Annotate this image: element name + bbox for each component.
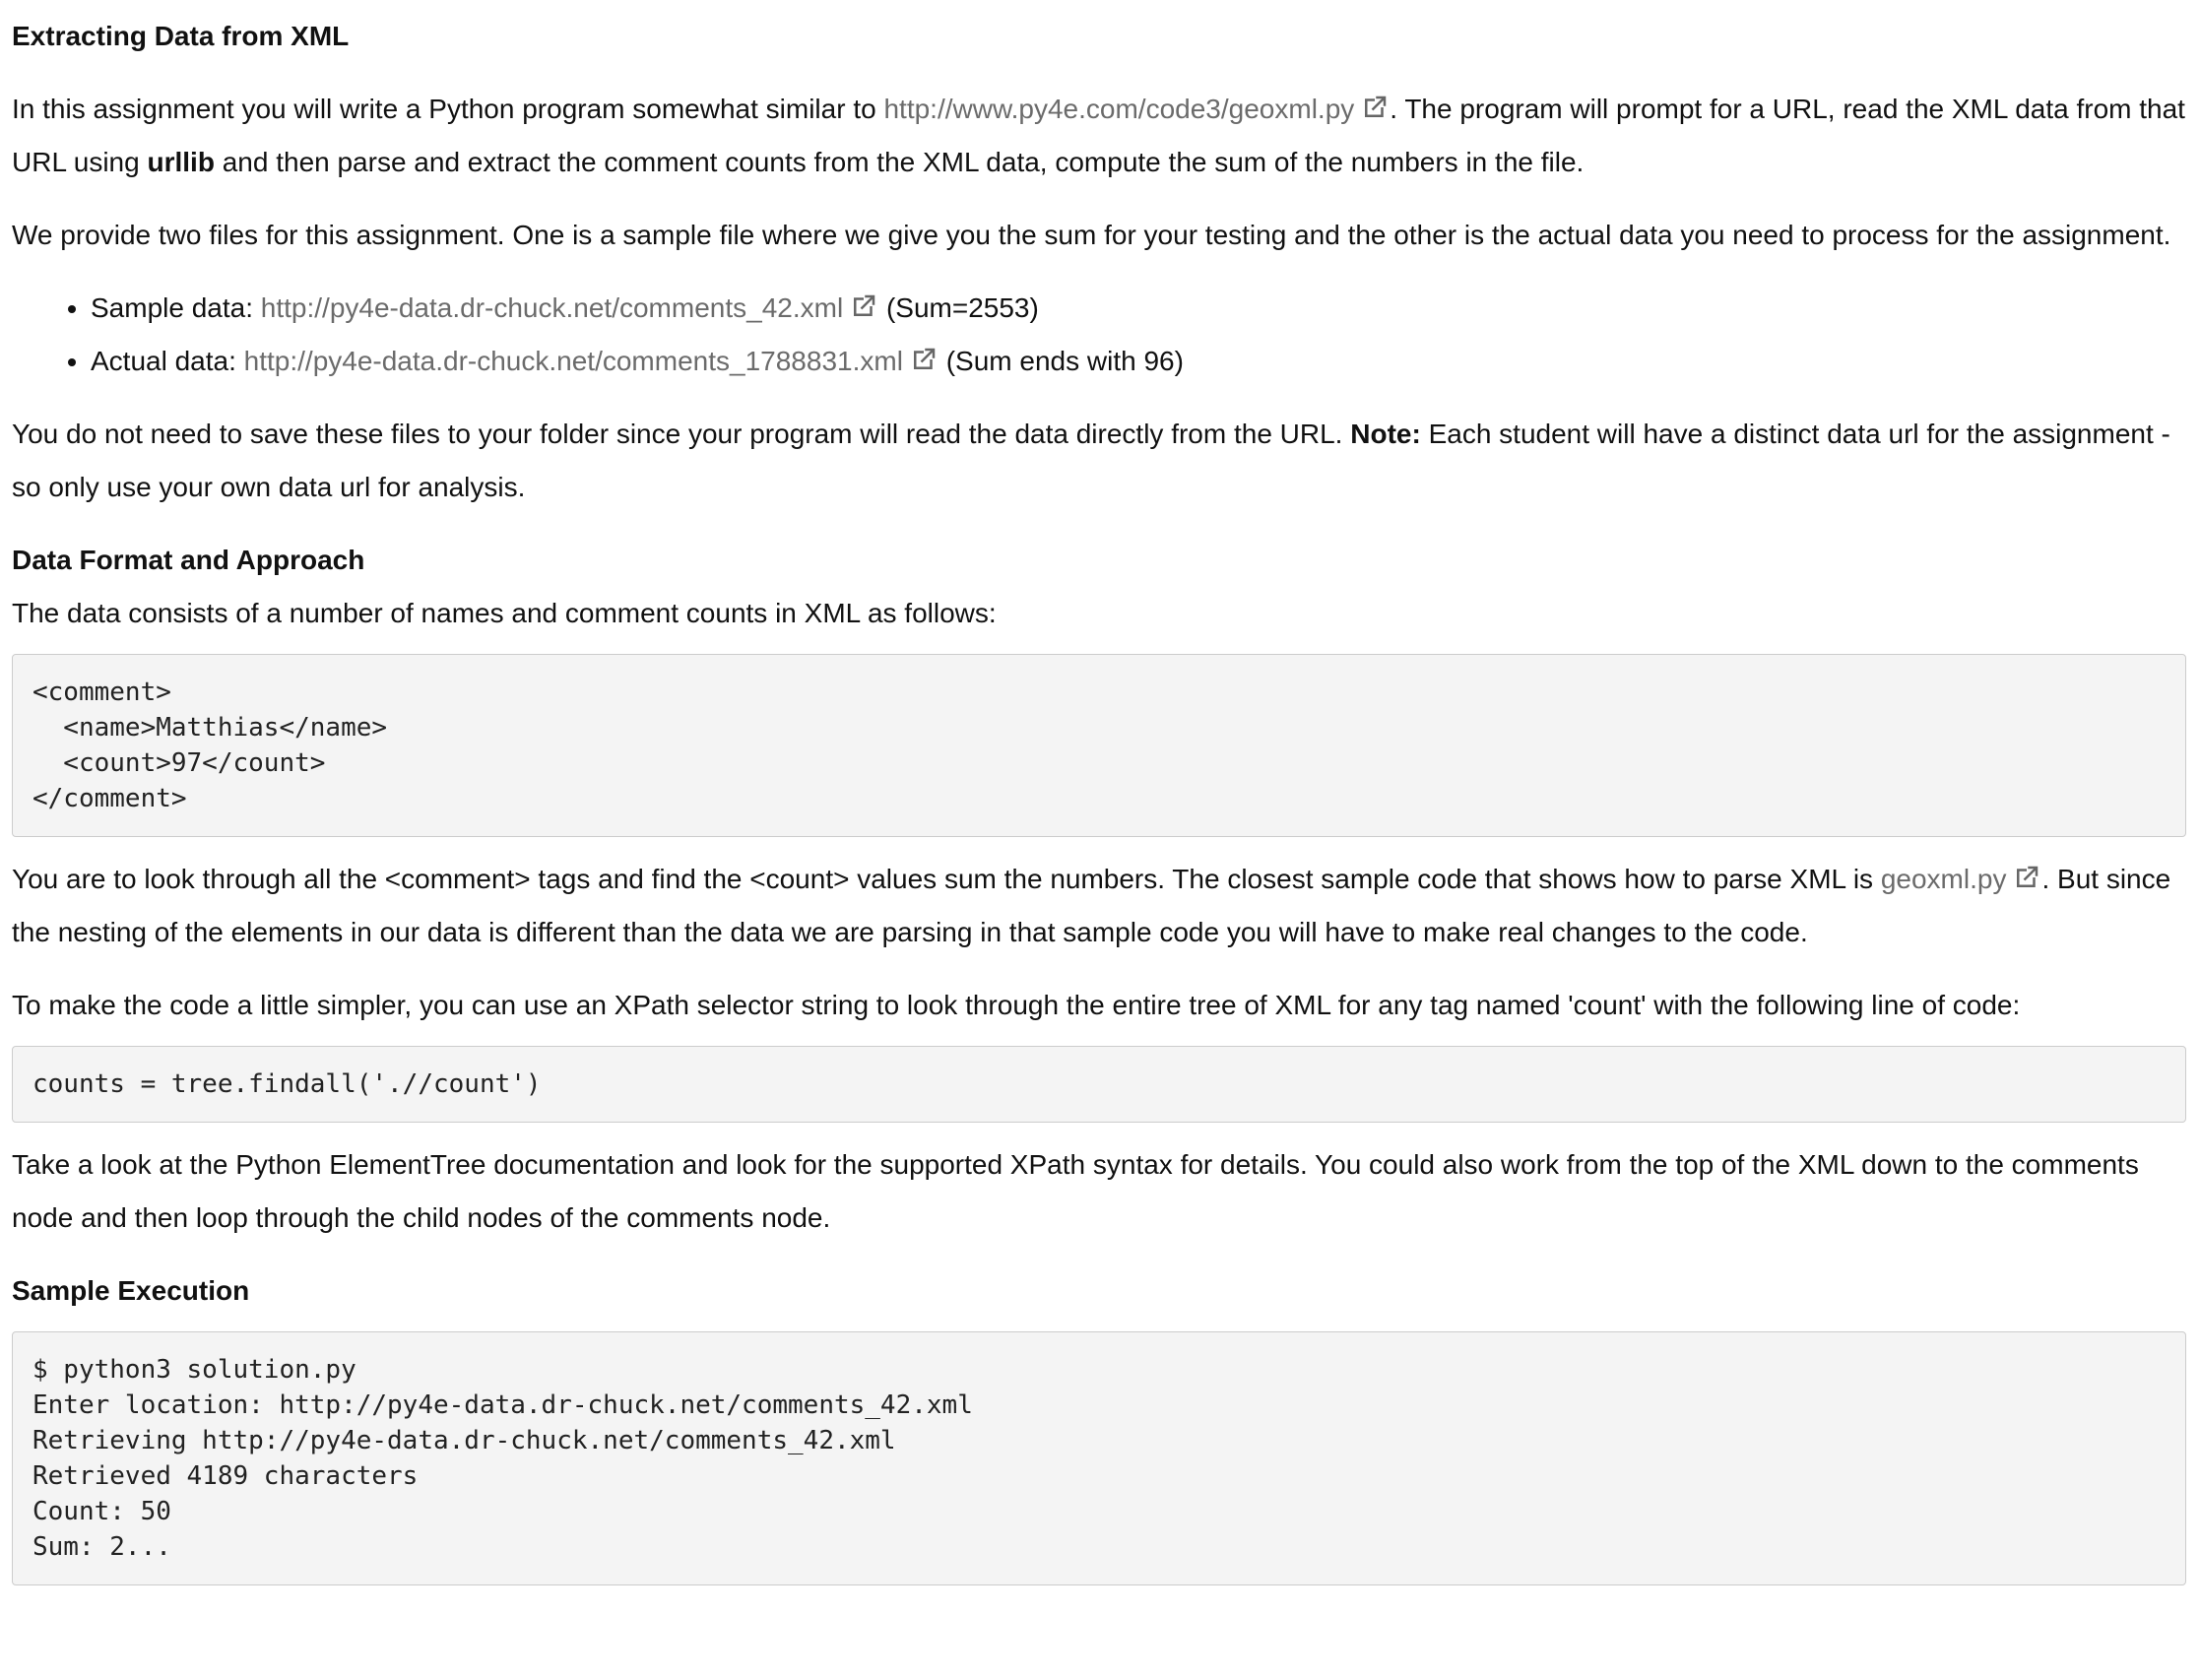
- intro-paragraph: In this assignment you will write a Python program somewhat similar to http://www.py4e.com/code3/geoxml.py . The program will prompt for a URL, read the XML data from that URL using urllib and then parse and extract the comment counts from the XML data, compute the sum of the numbers in the file.: [12, 94, 2185, 177]
- sample-data-link[interactable]: http://py4e-data.dr-chuck.net/comments_42.xml: [260, 292, 844, 323]
- geoxml-sample-link[interactable]: geoxml.py: [1880, 864, 2007, 894]
- format-paragraph: The data consists of a number of names and comment counts in XML as follows:: [12, 598, 997, 628]
- external-link-icon[interactable]: [2012, 863, 2041, 892]
- assignment-page: [0, 10, 2186, 1585]
- format-heading: Data Format and Approach: [12, 545, 365, 575]
- page-title: Extracting Data from XML: [12, 21, 350, 51]
- external-link-icon[interactable]: [909, 345, 938, 374]
- xml-sample-code-block: <comment> <name>Matthias</name> <count>97</count> </comment>: [12, 654, 2186, 837]
- external-link-icon[interactable]: [849, 291, 878, 321]
- execution-heading: Sample Execution: [12, 1275, 250, 1306]
- look-through-paragraph: You are to look through all the <comment> tags and find the <count> values sum the numbers. The closest sample code that shows how to parse XML is geoxml.py . But since the nesting of the elements in our data is different than the data we are parsing in that sample code you will have to make real changes to the code.: [12, 864, 2171, 947]
- elementtree-paragraph: Take a look at the Python ElementTree documentation and look for the supported XPath syntax for details. You could also work from the top of the XML down to the comments node and then loop through the child nodes of the comments node.: [12, 1149, 2139, 1233]
- xpath-code-block: counts = tree.findall('.//count'): [12, 1046, 2186, 1123]
- save-note-paragraph: You do not need to save these files to your folder since your program will read the data directly from the URL. Note: Each student will have a distinct data url for the assignment - so only use your own data url for analysis.: [12, 419, 2170, 502]
- actual-data-link[interactable]: http://py4e-data.dr-chuck.net/comments_1788831.xml: [243, 346, 903, 376]
- xpath-paragraph: To make the code a little simpler, you can use an XPath selector string to look through the entire tree of XML for any tag named 'count' with the following line of code:: [12, 990, 2021, 1020]
- list-item-actual-data: • Actual data: http://py4e-data.dr-chuck.net/comments_1788831.xml (Sum ends with 96): [91, 335, 2186, 388]
- list-item-sample-data: • Sample data: http://py4e-data.dr-chuck.net/comments_42.xml (Sum=2553): [91, 282, 2186, 335]
- files-paragraph: We provide two files for this assignment. One is a sample file where we give you the sum for your testing and the other is the actual data you need to process for the assignment.: [12, 220, 2171, 250]
- external-link-icon[interactable]: [1360, 93, 1390, 122]
- geoxml-link[interactable]: http://www.py4e.com/code3/geoxml.py: [883, 94, 1355, 124]
- execution-output-block: $ python3 solution.py Enter location: http://py4e-data.dr-chuck.net/comments_42.xml Retrieving http://py4e-data.dr-chuck.net/comments_42.xml Retrieved 4189 characters Count: 50 Sum: 2...: [12, 1331, 2186, 1585]
- data-files-list: [12, 282, 2186, 388]
